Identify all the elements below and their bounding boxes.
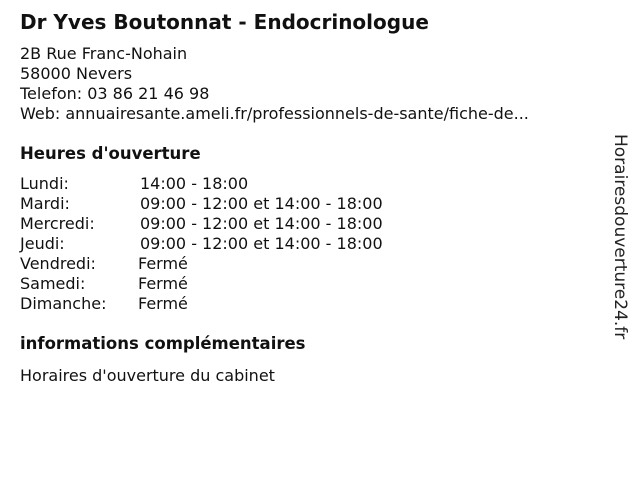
address-block [20,44,529,124]
hours-value: Fermé [138,254,188,273]
website-link[interactable]: Web: annuairesante.ameli.fr/professionnels-de-sante/fiche-de... [20,104,529,123]
watermark-text: Horairesdouverture24.fr [610,134,630,340]
additional-info-text: Horaires d'ouverture du cabinet [20,366,275,385]
city: 58000 Nevers [20,64,133,83]
hours-value: 14:00 - 18:00 [140,174,249,193]
phone-number: Telefon: 03 86 21 46 98 [20,84,210,103]
day-label: Mercredi: [20,214,95,233]
page-title: Dr Yves Boutonnat - Endocrinologue [20,10,429,34]
day-label: Vendredi: [20,254,96,273]
hours-value: Fermé [138,274,188,293]
day-label: Jeudi: [20,234,65,253]
day-label: Samedi: [20,274,86,293]
hours-value: 09:00 - 12:00 et 14:00 - 18:00 [140,234,383,253]
hours-value: Fermé [138,294,188,313]
hours-value: 09:00 - 12:00 et 14:00 - 18:00 [140,194,383,213]
day-label: Lundi: [20,174,69,193]
day-label: Mardi: [20,194,70,213]
additional-info-heading: informations complémentaires [20,334,306,353]
hours-value: 09:00 - 12:00 et 14:00 - 18:00 [140,214,383,233]
site-watermark [610,134,638,374]
opening-hours-heading: Heures d'ouverture [20,144,201,163]
day-label: Dimanche: [20,294,107,313]
street-address: 2B Rue Franc-Nohain [20,44,188,63]
